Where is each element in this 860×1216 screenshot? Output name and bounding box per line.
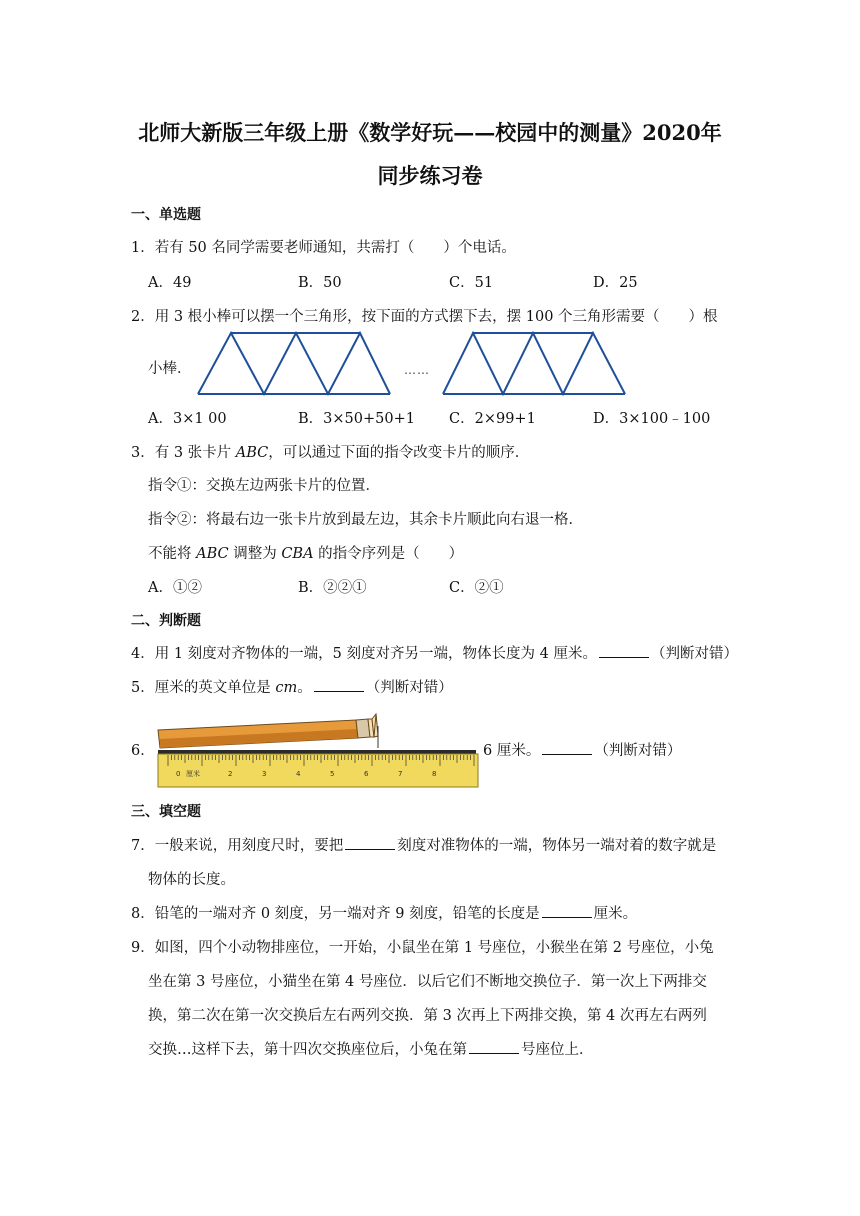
q2-option-a: A．3×1 00: [148, 411, 227, 427]
triangle-figure-right: [440, 330, 630, 398]
section-heading-fill-blank: 三、填空题: [131, 804, 201, 820]
q2-option-d: D．3×100﹣100: [593, 411, 711, 427]
question-9-line2: 坐在第 3 号座位，小猫坐在第 4 号座位．以后它们不断地交换位子．第一次上下两排交: [148, 974, 707, 990]
question-9-line3: 换，第二次在第一次交换后左右两列交换．第 3 次再上下两排交换，第 4 次再左右两列: [148, 1008, 707, 1024]
q2-option-c: C．2×99+1: [449, 411, 536, 427]
answer-blank[interactable]: [542, 905, 592, 918]
question-6: 6 厘米。 （判断对错）: [483, 743, 682, 759]
ruler-label-2: 2: [228, 770, 233, 778]
question-5: 5．厘米的英文单位是 cm。 （判断对错）: [131, 680, 453, 696]
question-9-line4: 交换…这样下去，第十四次交换座位后，小兔在第 号座位上．: [148, 1042, 594, 1058]
q3-option-b: B．②②①: [298, 580, 367, 596]
section-heading-true-false: 二、判断题: [131, 613, 201, 629]
question-7-line2: 物体的长度。: [148, 872, 235, 888]
triangle-figure-left: [195, 330, 395, 398]
ruler-label-0: 0: [176, 770, 181, 778]
question-2: 2．用 3 根小棒可以摆一个三角形，按下面的方式摆下去，摆 100 个三角形需要（ ）根: [131, 309, 718, 325]
question-2-line2: 小棒．: [148, 361, 192, 377]
question-7: 7．一般来说，用刻度尺时，要把 刻度对准物体的一端，物体另一端对着的数字就是: [131, 838, 717, 854]
question-4: 4．用 1 刻度对齐物体的一端，5 刻度对齐另一端，物体长度为 4 厘米。 （判断对错）: [131, 646, 738, 662]
q1-option-c: C．51: [449, 275, 494, 291]
q1-option-b: B．50: [298, 275, 342, 291]
page-title-line1: 北师大新版三年级上册《数学好玩——校园中的测量》2020年: [138, 120, 722, 145]
answer-blank[interactable]: [345, 837, 395, 850]
answer-blank[interactable]: [469, 1041, 519, 1054]
q2-option-b: B．3×50+50+1: [298, 411, 415, 427]
answer-blank[interactable]: [314, 679, 364, 692]
ruler-label-6: 6: [364, 770, 369, 778]
ruler-label-4: 4: [296, 770, 301, 778]
q3-question: 不能将 ABC 调整为 CBA 的指令序列是（ ）: [148, 546, 464, 562]
ruler-label-3: 3: [262, 770, 267, 778]
ruler-label-8: 8: [432, 770, 437, 778]
q3-command-2: 指令②：将最右边一张卡片放到最左边，其余卡片顺此向右退一格．: [148, 512, 583, 528]
question-8: 8．铅笔的一端对齐 0 刻度，另一端对齐 9 刻度，铅笔的长度是 厘米。: [131, 906, 638, 922]
ellipsis-dots: ……: [404, 363, 430, 377]
question-3: 3．有 3 张卡片 ABC，可以通过下面的指令改变卡片的顺序．: [131, 445, 530, 461]
q3-command-1: 指令①：交换左边两张卡片的位置．: [148, 478, 380, 494]
q3-option-c: C．②①: [449, 580, 504, 596]
ruler-label-5: 5: [330, 770, 335, 778]
answer-blank[interactable]: [599, 645, 649, 658]
q1-option-d: D．25: [593, 275, 638, 291]
section-heading-single-choice: 一、单选题: [131, 207, 201, 223]
q1-option-a: A．49: [148, 275, 192, 291]
answer-blank[interactable]: [542, 742, 592, 755]
page-title-line2: 同步练习卷: [377, 163, 483, 188]
question-6-number: 6．: [131, 743, 155, 759]
ruler-label-7: 7: [398, 770, 403, 778]
pencil-ruler-image: [156, 708, 482, 788]
question-1: 1．若有 50 名同学需要老师通知，共需打（ ）个电话。: [131, 240, 516, 256]
q3-option-a: A．①②: [148, 580, 202, 596]
ruler-unit: 厘米: [186, 770, 200, 778]
pencil: [158, 714, 378, 748]
question-9-line1: 9．如图，四个小动物排座位，一开始，小鼠坐在第 1 号座位，小猴坐在第 2 号座位，小兔: [131, 940, 714, 956]
